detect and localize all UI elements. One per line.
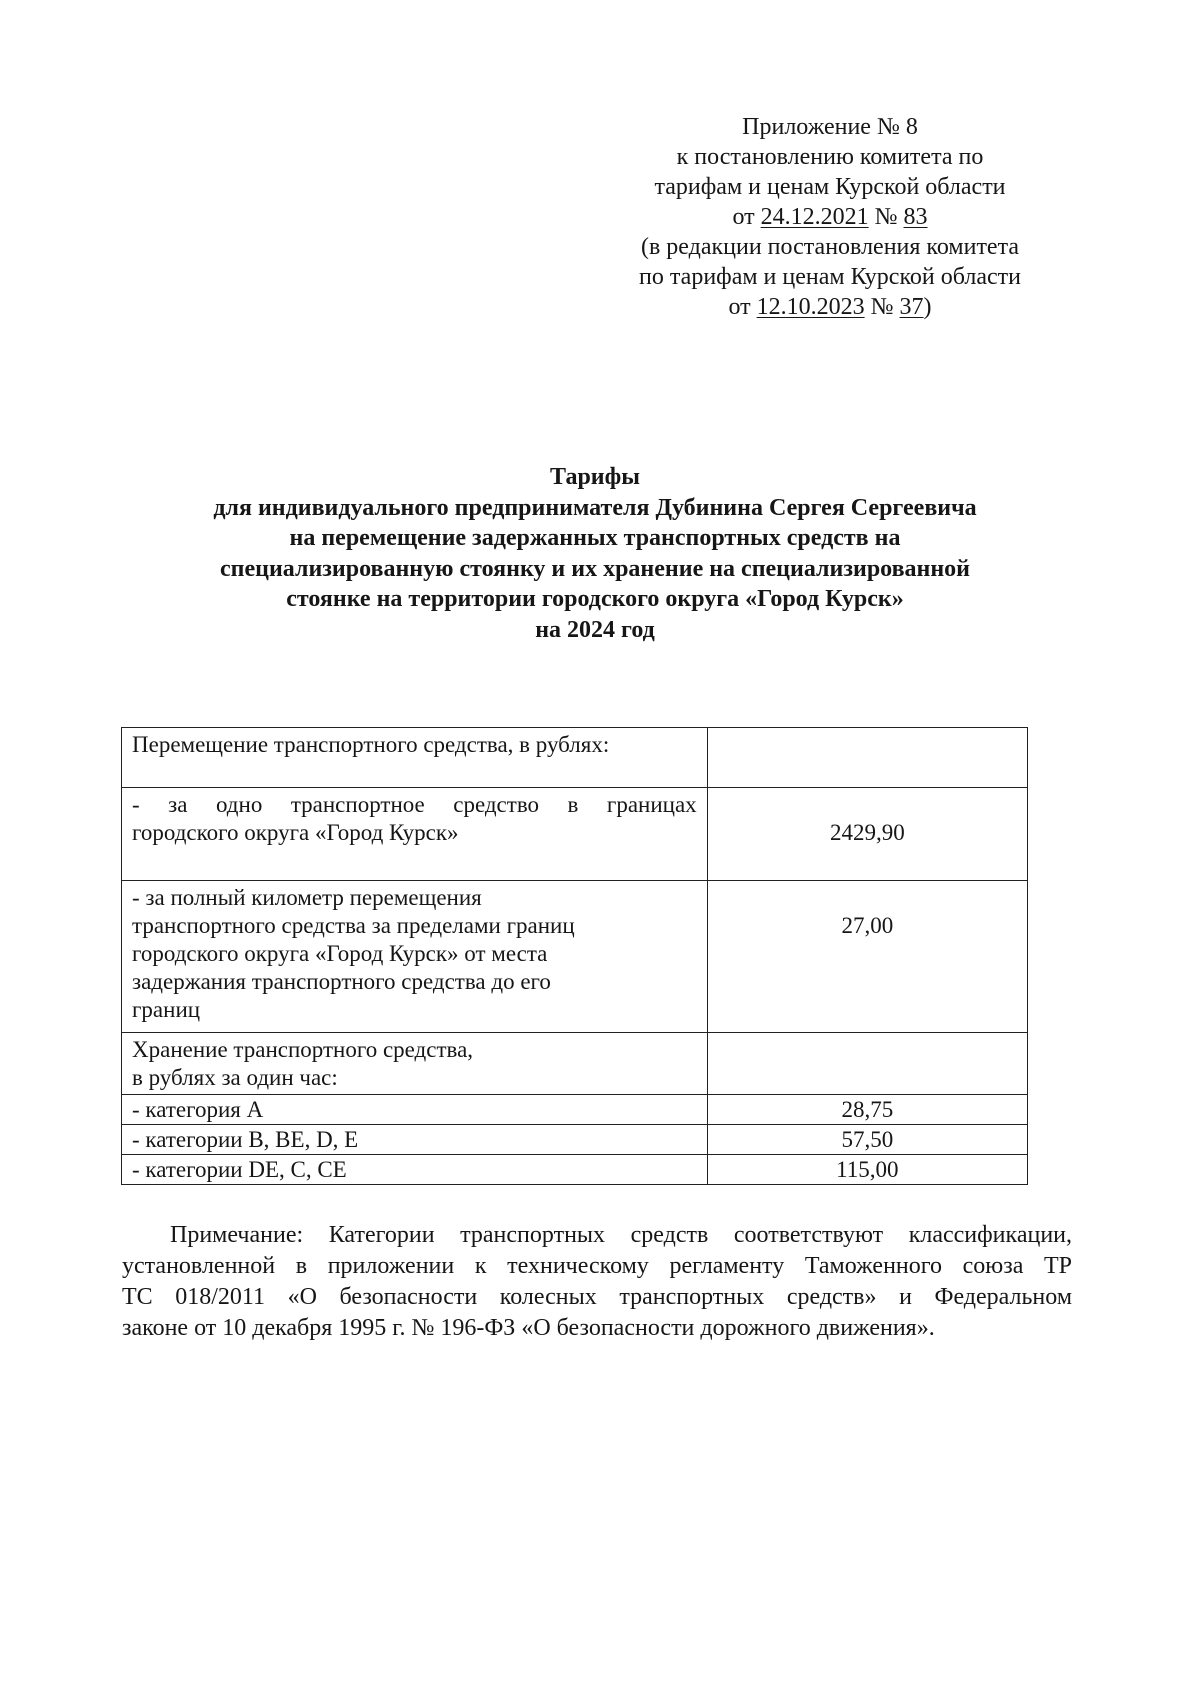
relocation-km-line: задержания транспортного средства до его bbox=[132, 969, 551, 994]
relocation-km-cell bbox=[122, 881, 708, 1033]
resolution-date: 24.12.2021 bbox=[760, 204, 869, 230]
note-line: законе от 10 декабря 1995 г. № 196-ФЗ «О безопасности дорожного движения». bbox=[122, 1315, 935, 1341]
note-line: ТС 018/2011 «О безопасности колесных транспортных средств» и Федеральном bbox=[122, 1284, 1072, 1310]
appendix-number-sign: № bbox=[870, 294, 894, 320]
appendix-line: Приложение № 8 bbox=[742, 114, 918, 140]
relocation-km-value bbox=[707, 881, 1027, 1033]
appendix-header bbox=[580, 112, 1080, 322]
title-line: для индивидуального предпринимателя Дубинина Сергея Сергеевича bbox=[213, 494, 977, 521]
title-line: на перемещение задержанных транспортных средств на bbox=[289, 525, 901, 551]
note-line: установленной в приложении к техническому регламенту Таможенного союза ТР bbox=[122, 1253, 1072, 1279]
table-row bbox=[122, 788, 1028, 881]
relocation-km-line: границ bbox=[132, 997, 201, 1022]
storage-header-cell bbox=[122, 1033, 708, 1095]
appendix-from: от bbox=[728, 294, 751, 320]
storage-category-value: 57,50 bbox=[707, 1125, 1027, 1155]
title-line: на 2024 год bbox=[535, 616, 655, 643]
appendix-line: по тарифам и ценам Курской области bbox=[639, 264, 1021, 290]
empty-value-cell bbox=[707, 1033, 1027, 1095]
appendix-revision-line bbox=[580, 292, 1080, 322]
appendix-close-paren: ) bbox=[923, 294, 932, 320]
tariff-table bbox=[121, 727, 1028, 1185]
storage-category-label: - категория А bbox=[122, 1095, 708, 1125]
revision-number: 37 bbox=[899, 294, 924, 320]
appendix-line: (в редакции постановления комитета bbox=[640, 234, 1020, 260]
relocation-city-value bbox=[707, 788, 1027, 881]
note-paragraph bbox=[122, 1220, 1072, 1344]
table-row bbox=[122, 1095, 1028, 1125]
revision-date: 12.10.2023 bbox=[756, 294, 865, 320]
appendix-resolution-line bbox=[580, 202, 1080, 232]
storage-category-value: 28,75 bbox=[707, 1095, 1027, 1125]
table-row bbox=[122, 1155, 1028, 1185]
storage-category-value: 115,00 bbox=[707, 1155, 1027, 1185]
table-row bbox=[122, 881, 1028, 1033]
note-line: Примечание: Категории транспортных средств соответствуют классификации, bbox=[170, 1222, 1072, 1248]
appendix-line: к постановлению комитета по bbox=[676, 144, 984, 170]
title-line: специализированную стоянку и их хранение на специализированной bbox=[219, 555, 971, 582]
title-line: Тарифы bbox=[550, 464, 640, 490]
relocation-header-cell: Перемещение транспортного средства, в рублях: bbox=[122, 728, 708, 788]
resolution-number: 83 bbox=[903, 204, 928, 230]
appendix-number-sign: № bbox=[874, 204, 898, 230]
storage-category-label: - категории DE, C, CE bbox=[122, 1155, 708, 1185]
relocation-km-line: транспортного средства за пределами границ bbox=[132, 913, 575, 938]
table-row bbox=[122, 1033, 1028, 1095]
appendix-from: от bbox=[732, 204, 755, 230]
relocation-city-line: - за одно транспортное средство в границах bbox=[132, 792, 697, 817]
relocation-city-line: городского округа «Город Курск» bbox=[132, 820, 459, 845]
appendix-line: тарифам и ценам Курской области bbox=[654, 174, 1006, 200]
title-line: стоянке на территории городского округа «Город Курск» bbox=[286, 586, 904, 612]
storage-category-label: - категории B, BE, D, E bbox=[122, 1125, 708, 1155]
storage-header-line: Хранение транспортного средства, bbox=[132, 1037, 474, 1062]
table-row bbox=[122, 1125, 1028, 1155]
relocation-km-amount: 27,00 bbox=[841, 913, 894, 938]
relocation-city-amount: 2429,90 bbox=[829, 820, 905, 845]
document-title bbox=[130, 462, 1060, 645]
table-row bbox=[122, 728, 1028, 788]
relocation-city-cell bbox=[122, 788, 708, 881]
relocation-km-line: - за полный километр перемещения bbox=[132, 885, 482, 910]
relocation-km-line: городского округа «Город Курск» от места bbox=[132, 941, 548, 966]
storage-header-line: в рублях за один час: bbox=[132, 1065, 338, 1090]
empty-value-cell bbox=[707, 728, 1027, 788]
